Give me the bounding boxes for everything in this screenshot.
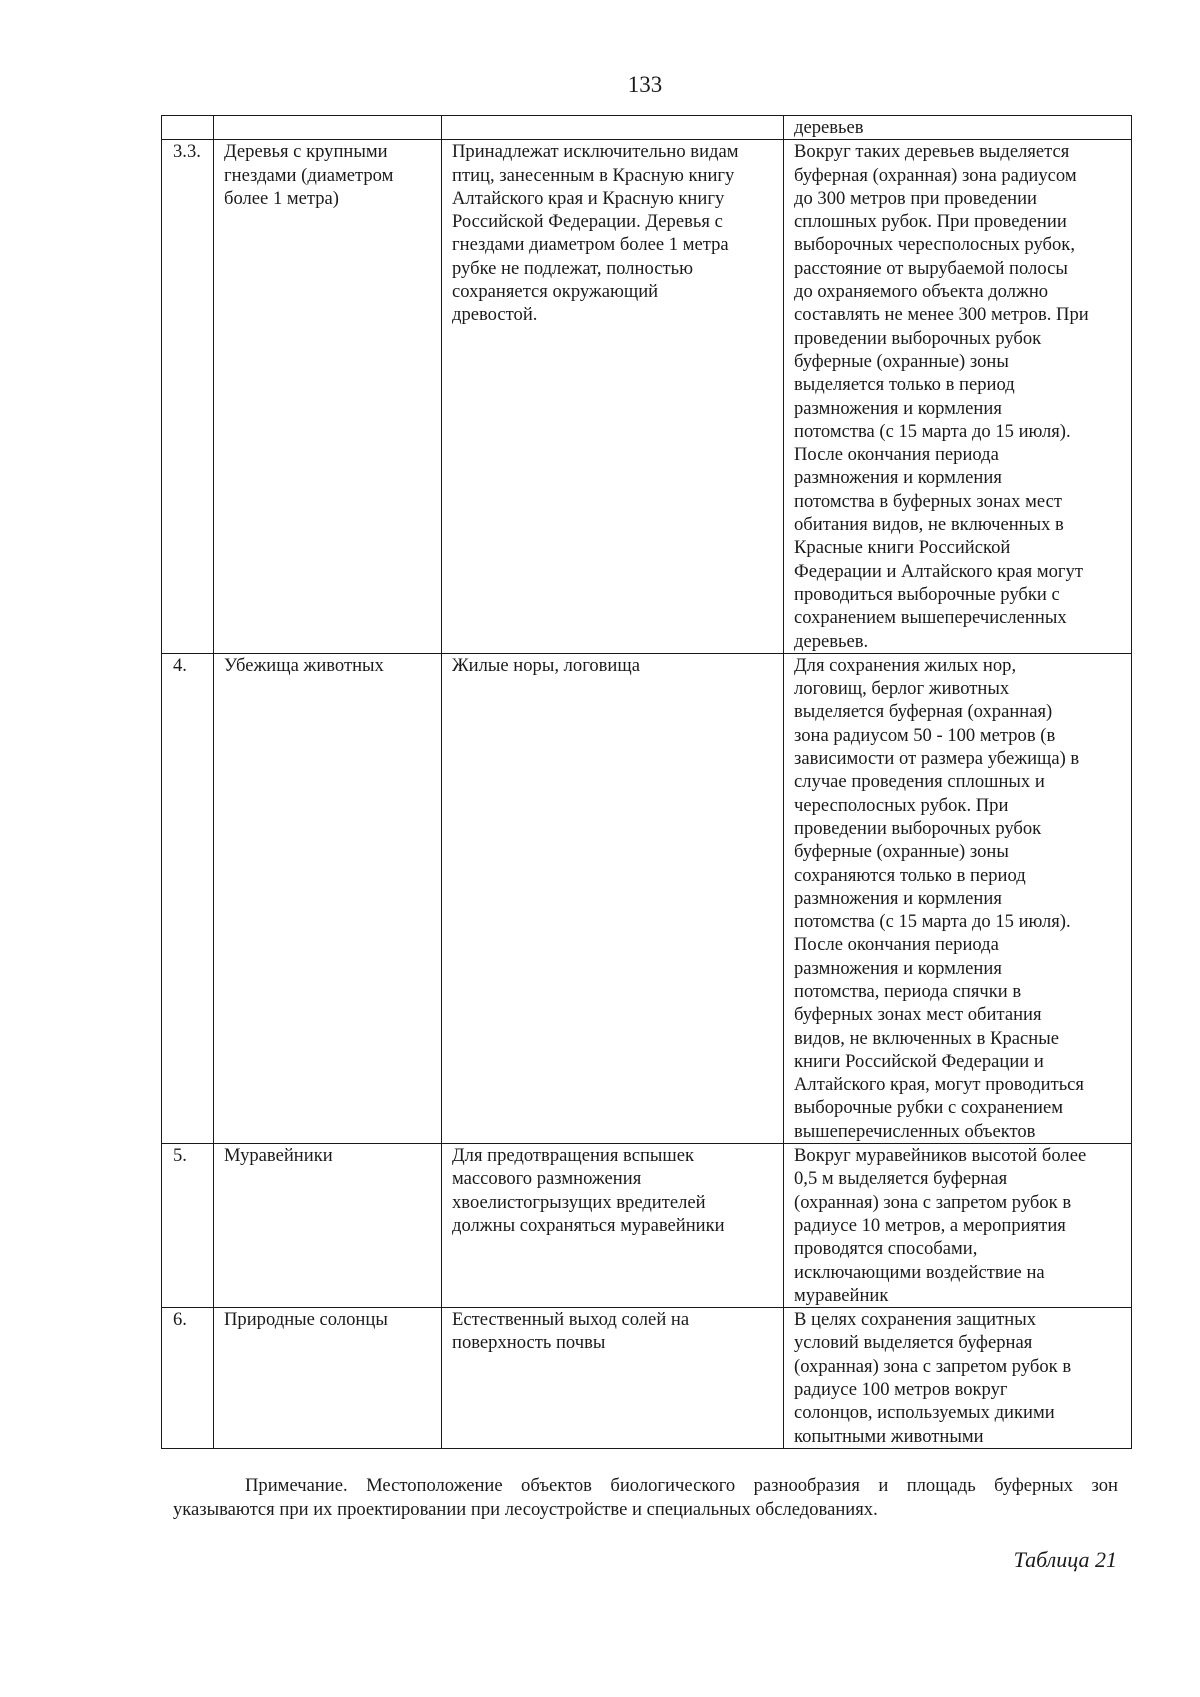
cell-text-line: буферных зонах мест обитания	[794, 1004, 1042, 1026]
cell-text-line: 0,5 м выделяется буферная	[794, 1168, 1008, 1190]
cell-text-line: птиц, занесенным в Красную книгу	[452, 164, 735, 186]
cell-text-line: размножения и кормления	[794, 397, 1002, 419]
cell-text-line: древостой.	[452, 304, 538, 326]
cell-text-line: Для сохранения жилых нор,	[794, 654, 1017, 676]
table-row	[162, 140, 1132, 654]
cell-text-line: видов, не включенных в Красные	[794, 1027, 1059, 1049]
cell-text-line: размножения и кормления	[794, 887, 1002, 909]
cell-text-line: буферные (охранные) зоны	[794, 350, 1009, 372]
cell-text-line: случае проведения сплошных и	[794, 771, 1045, 793]
cell-text-line: радиусе 10 метров, а мероприятия	[794, 1214, 1066, 1236]
cell-text-line: массового размножения	[452, 1168, 642, 1190]
cell-text-line: Деревья с крупными	[224, 141, 388, 163]
cell-measures	[784, 1144, 1132, 1308]
cell-text-line: до охраняемого объекта должно	[794, 281, 1049, 303]
cell-text-line: сплошных рубок. При проведении	[794, 211, 1067, 233]
cell-text-line: Алтайского края, могут проводиться	[794, 1074, 1084, 1096]
cell-text-line: потомства, периода спячки в	[794, 980, 1022, 1002]
cell-description	[442, 116, 784, 140]
table-row	[162, 116, 1132, 140]
cell-object	[214, 140, 442, 654]
cell-text-line: должны сохраняться муравейники	[452, 1214, 725, 1236]
cell-text-line: исключающими воздействие на	[794, 1261, 1045, 1283]
cell-text-line: выборочных чересполосных рубок,	[794, 234, 1075, 256]
table-row	[162, 1308, 1132, 1449]
cell-text-line: Естественный выход солей на	[452, 1309, 690, 1331]
cell-description	[442, 140, 784, 654]
cell-measures	[784, 653, 1132, 1143]
cell-text-line: вышеперечисленных объектов	[794, 1120, 1036, 1142]
cell-text-line: выделяется буферная (охранная)	[794, 701, 1053, 723]
cell-object	[214, 1308, 442, 1449]
note-line-1: Примечание. Местоположение объектов биологического разнообразия и площадь буферных зон	[245, 1475, 1118, 1496]
cell-text-line: условий выделяется буферная	[794, 1332, 1033, 1354]
cell-text-line: хвоелистогрызущих вредителей	[452, 1191, 706, 1213]
cell-text-line: буферные (охранные) зоны	[794, 841, 1009, 863]
note-line-2: указываются при их проектировании при лесоустройстве и специальных обследованиях.	[173, 1498, 878, 1520]
cell-text-line: поверхность почвы	[452, 1332, 606, 1354]
cell-text-line: размножения и кормления	[794, 957, 1002, 979]
cell-text-line: (охранная) зона с запретом рубок в	[794, 1355, 1072, 1377]
cell-text-line: составлять не менее 300 метров. При	[794, 304, 1089, 326]
cell-text-line: более 1 метра)	[224, 187, 340, 209]
cell-object	[214, 116, 442, 140]
cell-text-line: до 300 метров при проведении	[794, 187, 1037, 209]
cell-text-line: проведении выборочных рубок	[794, 817, 1042, 839]
cell-number: 3.3.	[162, 140, 214, 654]
cell-text-line: потомства (с 15 марта до 15 июля).	[794, 420, 1071, 442]
cell-description	[442, 1144, 784, 1308]
cell-text-line: В целях сохранения защитных	[794, 1309, 1037, 1331]
cell-text-line: обитания видов, не включенных в	[794, 514, 1064, 536]
cell-text-line: Для предотвращения вспышек	[452, 1145, 695, 1167]
cell-description	[442, 1308, 784, 1449]
cell-measures	[784, 116, 1132, 140]
cell-text-line: деревьев	[794, 117, 864, 138]
cell-number: 4.	[162, 653, 214, 1143]
cell-text-line: буферная (охранная) зона радиусом	[794, 164, 1077, 186]
cell-text-line: гнездами диаметром более 1 метра	[452, 234, 729, 256]
cell-text-line: потомства (с 15 марта до 15 июля).	[794, 911, 1071, 933]
cell-text-line: проведении выборочных рубок	[794, 327, 1042, 349]
cell-text-line: Жилые норы, логовища	[452, 654, 640, 676]
cell-text-line: проводятся способами,	[794, 1238, 978, 1260]
cell-text-line: Федерации и Алтайского края могут	[794, 560, 1083, 582]
cell-text-line: выделяется только в период	[794, 374, 1015, 396]
cell-text-line: После окончания периода	[794, 934, 999, 956]
cell-text-line: Российской Федерации. Деревья с	[452, 211, 723, 233]
page-number: 133	[627, 72, 663, 97]
cell-text-line: сохраняются только в период	[794, 864, 1026, 886]
cell-text-line: радиусе 100 метров вокруг	[794, 1379, 1008, 1401]
cell-text-line: гнездами (диаметром	[224, 164, 394, 186]
cell-text-line: выборочные рубки с сохранением	[794, 1097, 1063, 1119]
cell-number	[162, 116, 214, 140]
cell-description	[442, 653, 784, 1143]
cell-text-line: Вокруг муравейников высотой более	[794, 1145, 1087, 1167]
cell-text-line: Муравейники	[224, 1145, 333, 1167]
cell-text-line: логовищ, берлог животных	[794, 678, 1010, 700]
cell-text-line: Природные солонцы	[224, 1309, 388, 1331]
table-row	[162, 1144, 1132, 1308]
cell-text-line: книги Российской Федерации и	[794, 1050, 1044, 1072]
cell-object	[214, 653, 442, 1143]
cell-text-line: муравейник	[794, 1284, 889, 1306]
cell-text-line: солонцов, используемых дикими	[794, 1402, 1055, 1424]
cell-text-line: копытными животными	[794, 1425, 984, 1447]
cell-number: 6.	[162, 1308, 214, 1449]
table-body	[162, 116, 1132, 1449]
cell-text-line: После окончания периода	[794, 444, 999, 466]
cell-text-line: размножения и кормления	[794, 467, 1002, 489]
next-table-caption: Таблица 21	[1013, 1547, 1117, 1572]
cell-text-line: потомства в буферных зонах мест	[794, 490, 1062, 512]
cell-number: 5.	[162, 1144, 214, 1308]
cell-text-line: чересполосных рубок. При	[794, 794, 1009, 816]
cell-measures	[784, 140, 1132, 654]
cell-text-line: сохраняется окружающий	[452, 281, 659, 303]
cell-text-line: рубке не подлежат, полностью	[452, 257, 693, 279]
cell-text-line: Принадлежат исключительно видам	[452, 141, 739, 163]
cell-text-line: Красные книги Российской	[794, 537, 1011, 559]
cell-measures	[784, 1308, 1132, 1449]
cell-text-line: Убежища животных	[224, 654, 384, 676]
cell-text-line: сохранением вышеперечисленных	[794, 607, 1067, 629]
cell-text-line: зона радиусом 50 - 100 метров (в	[794, 724, 1056, 746]
note-paragraph	[173, 1474, 1118, 1521]
cell-text-line: деревьев.	[794, 630, 869, 652]
cell-text-line: Алтайского края и Красную книгу	[452, 187, 725, 209]
biodiversity-table	[161, 115, 1132, 1449]
cell-object	[214, 1144, 442, 1308]
cell-text-line: зависимости от размера убежища) в	[794, 748, 1080, 770]
cell-text-line: (охранная) зона с запретом рубок в	[794, 1191, 1072, 1213]
cell-text-line: проводиться выборочные рубки с	[794, 583, 1060, 605]
cell-text-line: Вокруг таких деревьев выделяется	[794, 141, 1070, 163]
table-row	[162, 653, 1132, 1143]
cell-text-line: расстояние от вырубаемой полосы	[794, 257, 1068, 279]
